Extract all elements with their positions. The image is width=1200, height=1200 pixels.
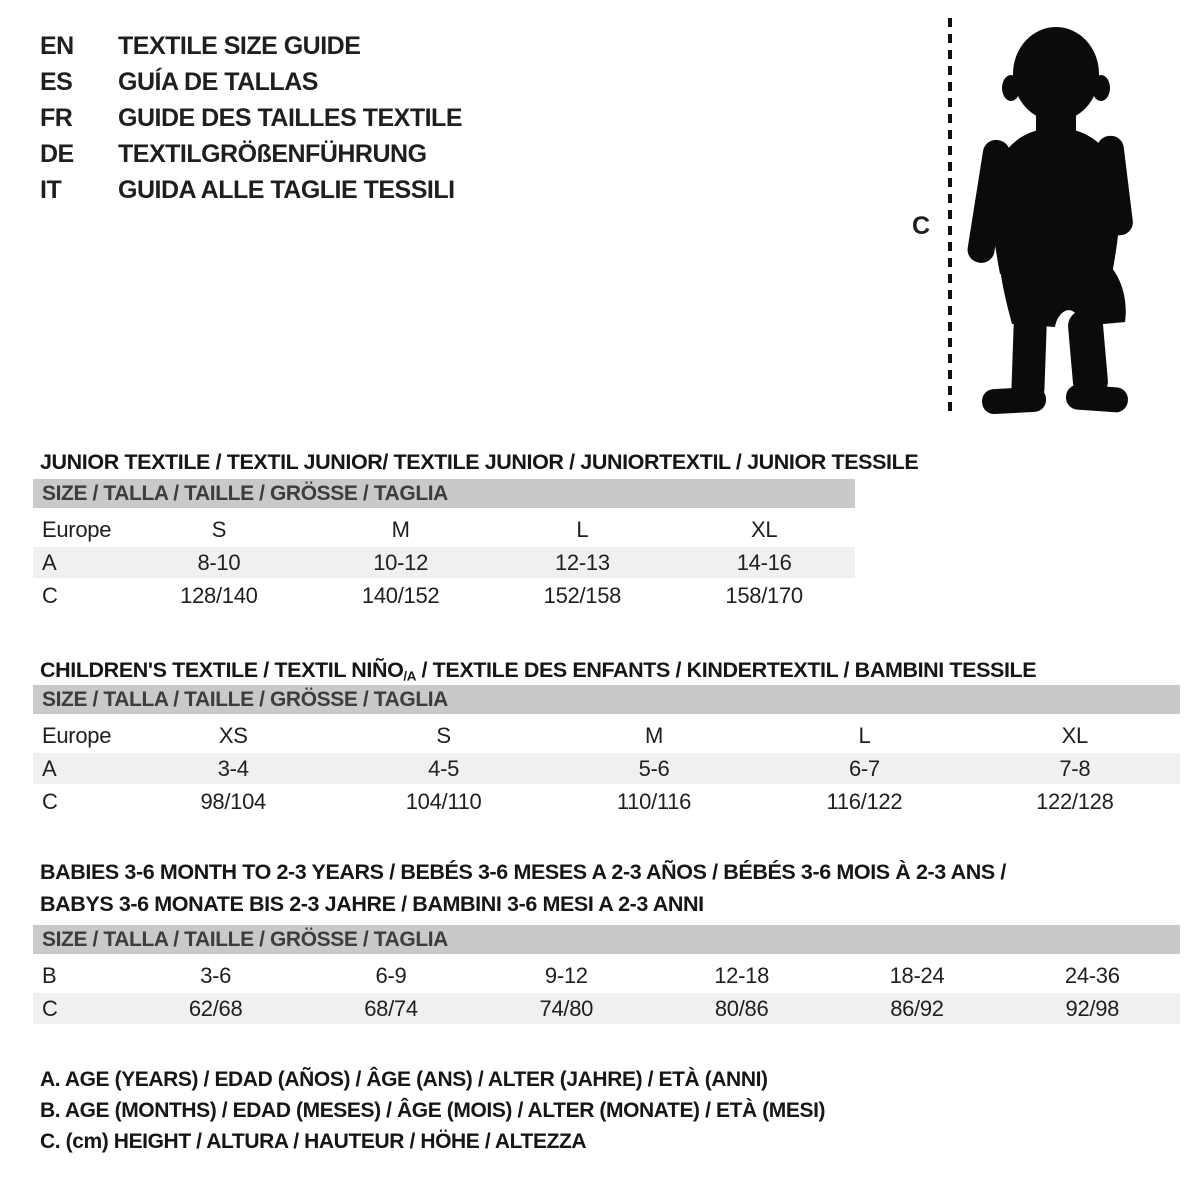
height-cell: 68/74 <box>364 995 418 1021</box>
age-cell: 6-7 <box>848 755 880 781</box>
age-cell: 12-18 <box>714 962 770 988</box>
age-cell: 8-10 <box>197 549 241 575</box>
language-row-en <box>40 28 462 64</box>
table-row-europe <box>33 720 1180 751</box>
junior-size-table <box>33 479 855 611</box>
age-cell: 7-8 <box>1059 755 1091 781</box>
age-cell: 4-5 <box>428 755 460 781</box>
language-row-it <box>40 172 462 208</box>
age-cell: 18-24 <box>889 962 945 988</box>
page-title: GUIDA ALLE TAGLIE TESSILI <box>118 175 455 204</box>
table-row-europe <box>33 514 855 545</box>
row-label: A <box>42 755 57 781</box>
height-dashed-line <box>948 18 952 418</box>
junior-section-title: JUNIOR TEXTILE / TEXTIL JUNIOR/ TEXTILE JUNIOR / JUNIORTEXTIL / JUNIOR TESSILE <box>40 449 919 474</box>
height-cell: 74/80 <box>539 995 594 1021</box>
age-cell: 3-6 <box>200 962 232 988</box>
language-code: FR <box>40 103 73 132</box>
size-cell: M <box>645 722 664 748</box>
size-cell: L <box>576 516 589 542</box>
age-cell: 3-4 <box>217 755 249 781</box>
height-measure-figure <box>900 12 1170 427</box>
height-cell: 86/92 <box>890 995 944 1021</box>
size-cell: S <box>211 516 227 542</box>
row-label: B <box>42 962 57 988</box>
size-cell: M <box>391 516 410 542</box>
height-cell: 122/128 <box>1036 788 1114 814</box>
row-label: C <box>42 582 58 608</box>
height-cell: 92/98 <box>1065 995 1120 1021</box>
age-cell: 6-9 <box>375 962 407 988</box>
size-cell: S <box>436 722 451 748</box>
toddler-silhouette-icon <box>964 22 1144 422</box>
height-cell: 152/158 <box>543 582 622 608</box>
babies-size-table <box>33 925 1180 1024</box>
height-cell: 158/170 <box>725 582 803 608</box>
language-code: ES <box>40 67 73 96</box>
page-title: GUIDE DES TAILLES TEXTILE <box>118 103 463 132</box>
size-cell: XS <box>218 722 248 748</box>
height-cell: 116/122 <box>826 788 903 814</box>
language-code: IT <box>40 175 62 204</box>
table-row-height <box>33 786 1180 817</box>
language-code: DE <box>40 139 74 168</box>
language-code: EN <box>40 31 74 60</box>
age-cell: 24-36 <box>1064 962 1120 988</box>
children-title-subscript: /A <box>403 668 416 684</box>
footnote-age-months: B. AGE (MONTHS) / EDAD (MESES) / ÂGE (MOIS) / ALTER (MONATE) / ETÀ (MESI) <box>40 1099 826 1122</box>
children-size-table <box>33 685 1180 817</box>
table-row-height <box>33 993 1180 1024</box>
size-header-bar: SIZE / TALLA / TAILLE / GRÖSSE / TAGLIA <box>33 685 1180 714</box>
age-cell: 5-6 <box>638 755 670 781</box>
page-title: TEXTILGRÖßENFÜHRUNG <box>118 139 427 168</box>
size-cell: XL <box>1061 722 1088 748</box>
size-header-bar: SIZE / TALLA / TAILLE / GRÖSSE / TAGLIA <box>33 925 1180 954</box>
height-cell: 62/68 <box>188 995 243 1021</box>
height-cell: 128/140 <box>180 582 258 608</box>
age-cell: 9-12 <box>544 962 588 988</box>
language-title-list <box>40 28 462 208</box>
table-row-age <box>33 753 1180 784</box>
row-label: C <box>42 788 58 814</box>
children-title-suffix: / TEXTILE DES ENFANTS / KINDERTEXTIL / BAMBINI TESSILE <box>415 657 1037 682</box>
height-cell: 98/104 <box>200 788 266 814</box>
page-title: GUÍA DE TALLAS <box>118 67 318 96</box>
size-header-bar: SIZE / TALLA / TAILLE / GRÖSSE / TAGLIA <box>33 479 855 508</box>
age-cell: 10-12 <box>373 549 429 575</box>
language-row-fr <box>40 100 462 136</box>
page-title: TEXTILE SIZE GUIDE <box>118 31 361 60</box>
row-label: Europe <box>42 722 112 748</box>
table-row-age-months <box>33 960 1180 991</box>
children-title-prefix: CHILDREN'S TEXTILE / TEXTIL NIÑO <box>40 657 404 682</box>
measure-c-label: C <box>912 212 931 240</box>
size-cell: XL <box>750 516 778 542</box>
height-cell: 80/86 <box>714 995 769 1021</box>
table-row-height <box>33 580 855 611</box>
size-cell: L <box>858 722 871 748</box>
children-section-title <box>40 658 1036 684</box>
height-cell: 104/110 <box>405 788 482 814</box>
language-row-es <box>40 64 462 100</box>
age-cell: 14-16 <box>736 549 792 575</box>
height-cell: 110/116 <box>616 788 692 814</box>
row-label: C <box>42 995 58 1021</box>
age-cell: 12-13 <box>554 549 610 575</box>
footnote-height-cm: C. (cm) HEIGHT / ALTURA / HAUTEUR / HÖHE / ALTEZZA <box>40 1130 587 1153</box>
height-cell: 140/152 <box>361 582 440 608</box>
row-label: Europe <box>42 516 112 542</box>
row-label: A <box>42 549 57 575</box>
language-row-de <box>40 136 462 172</box>
babies-title-line1: BABIES 3-6 MONTH TO 2-3 YEARS / BEBÉS 3-6 MESES A 2-3 AÑOS / BÉBÉS 3-6 MOIS À 2-3 ANS / <box>40 859 1006 884</box>
babies-title-line2: BABYS 3-6 MONATE BIS 2-3 JAHRE / BAMBINI 3-6 MESI A 2-3 ANNI <box>40 891 704 916</box>
table-row-age <box>33 547 855 578</box>
legend-footnotes <box>40 1068 825 1161</box>
babies-section-title <box>40 860 1006 924</box>
footnote-age-years: A. AGE (YEARS) / EDAD (AÑOS) / ÂGE (ANS) / ALTER (JAHRE) / ETÀ (ANNI) <box>40 1068 768 1091</box>
